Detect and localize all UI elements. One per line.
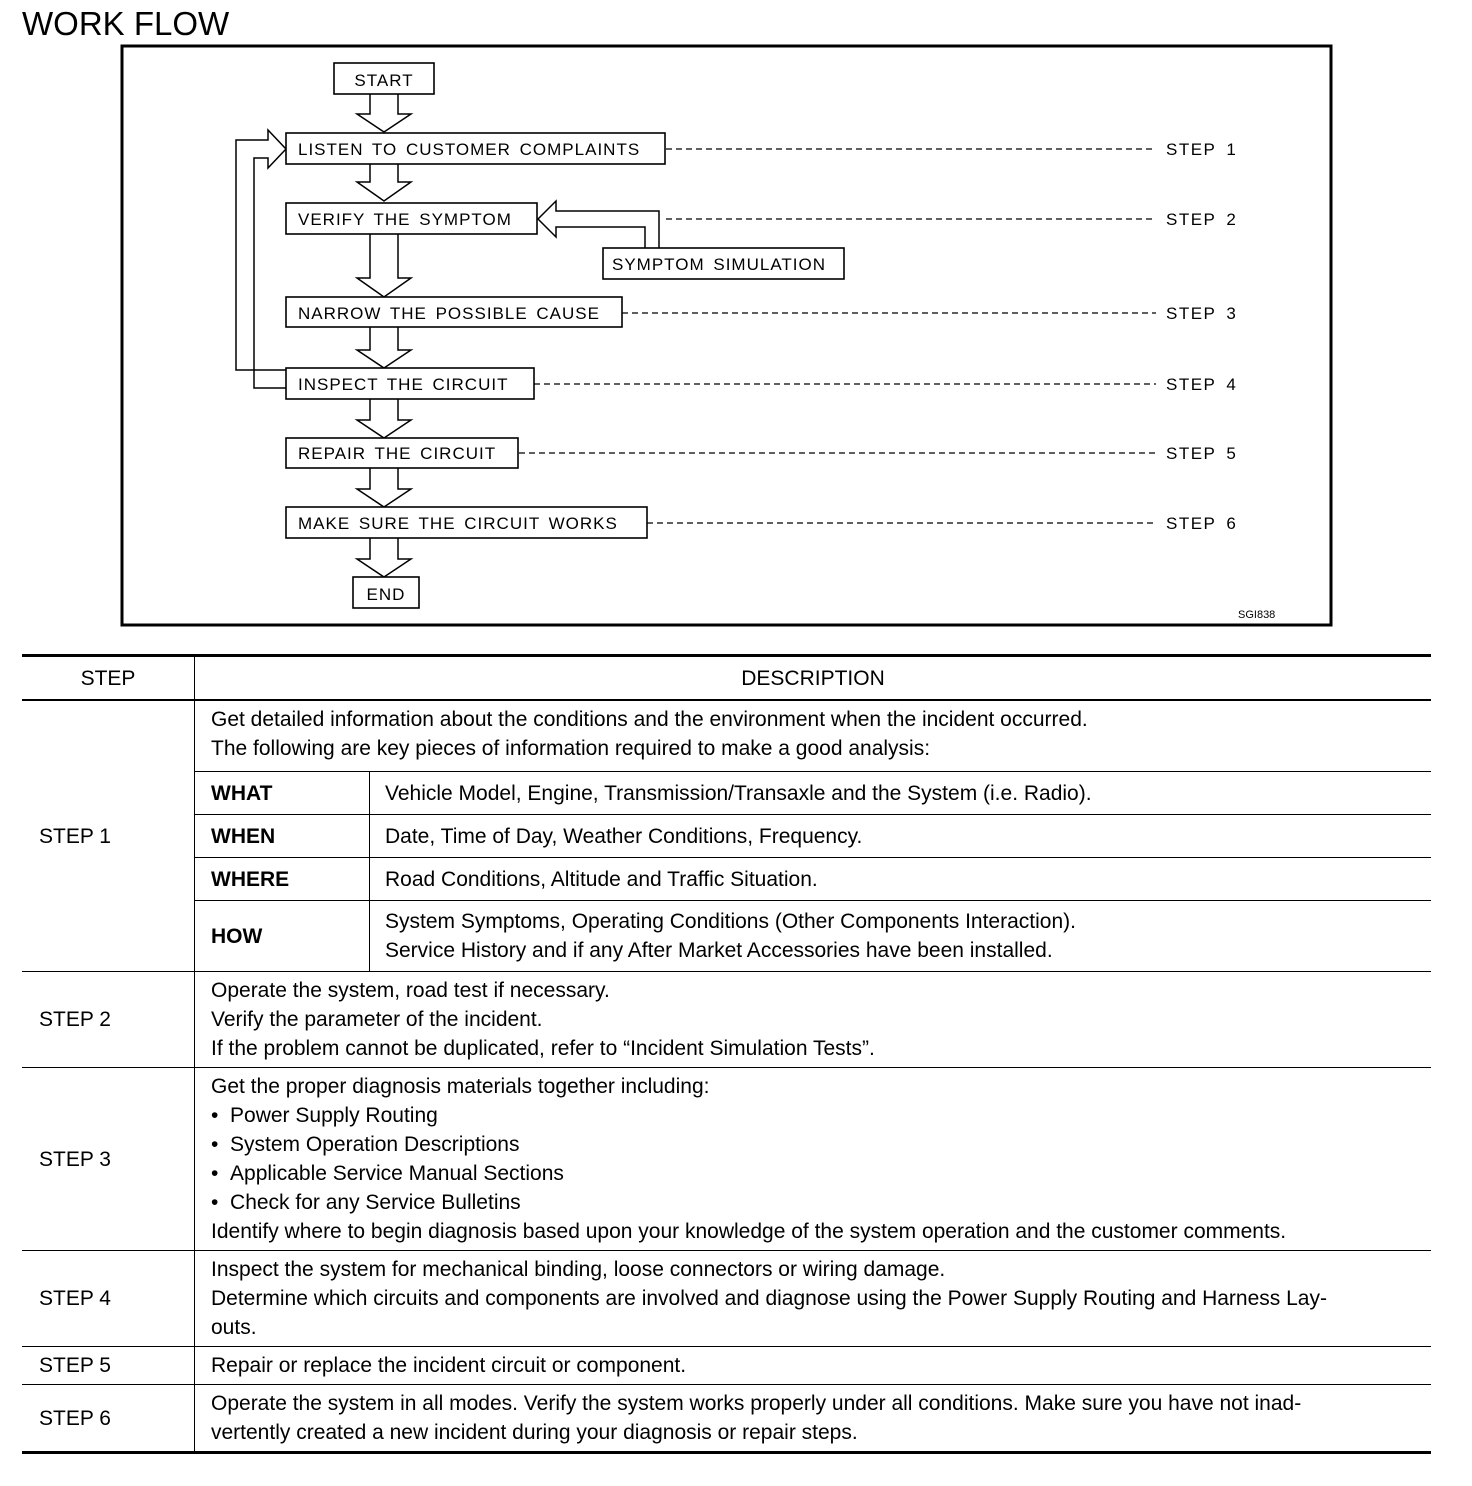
description-line: vertently created a new incident during your diagnosis or repair steps. [211,1421,858,1444]
step-cell: STEP 6 [22,1385,195,1453]
detail-value: System Symptoms, Operating Conditions (Other Components Interaction). [385,910,1076,933]
detail-key: HOW [195,901,370,972]
table-row [22,1385,1431,1453]
figure-id: SGI838 [1238,609,1276,621]
description-cell [195,1385,1432,1453]
loop-back-arrow [236,130,286,388]
step-box-3-label: NARROW THE POSSIBLE CAUSE [298,304,600,323]
description-cell [195,1068,1432,1251]
step-label: STEP 3 [1166,304,1238,323]
flow-arrow [357,399,411,438]
detail-row [195,901,1431,972]
detail-key: WHAT [195,772,370,815]
detail-value: Vehicle Model, Engine, Transmission/Transaxle and the System (i.e. Radio). [385,781,1092,805]
step-cell: STEP 3 [22,1068,195,1251]
step-label: STEP 6 [1166,514,1238,533]
flow-arrow [357,94,411,132]
description-line: The following are key pieces of information required to make a good analysis: [211,737,931,760]
flow-arrow [357,468,411,507]
description-line: Verify the parameter of the incident. [211,1008,543,1031]
description-cell [195,700,1432,972]
table-row [22,1068,1431,1251]
step-label: STEP 1 [1166,140,1238,159]
workflow-diagram [0,0,1472,640]
steps-table [22,654,1431,1454]
step-cell: STEP 2 [22,972,195,1068]
detail-key: WHERE [195,858,370,901]
bullet-item: • Applicable Service Manual Sections [211,1159,1421,1188]
step-cell: STEP 1 [22,700,195,972]
step-cell: STEP 4 [22,1251,195,1347]
step-box-4-label: INSPECT THE CIRCUIT [298,375,509,394]
description-cell [195,1347,1432,1385]
detail-value: Date, Time of Day, Weather Conditions, Frequency. [385,824,863,848]
flow-arrow [357,234,411,297]
bullet-item: • Check for any Service Bulletins [211,1188,1421,1217]
step-box-2-label: VERIFY THE SYMPTOM [298,210,512,229]
table-row [22,1347,1431,1385]
step-label: STEP 2 [1166,210,1238,229]
description-line: outs. [211,1316,257,1339]
header-step: STEP [22,656,195,701]
flow-arrow [357,538,411,577]
bullet-item: • Power Supply Routing [211,1101,1421,1130]
step-label: STEP 5 [1166,444,1238,463]
detail-value: Service History and if any After Market Accessories have been installed. [385,939,1053,962]
simulation-arrow [538,201,659,248]
description-line: Identify where to begin diagnosis based upon your knowledge of the system operation and the customer comments. [211,1220,1287,1243]
description-line: If the problem cannot be duplicated, refer to “Incident Simulation Tests”. [211,1037,875,1060]
detail-key: WHEN [195,815,370,858]
flow-arrow [357,164,411,201]
detail-row [195,858,1431,901]
page-title: WORK FLOW [22,5,230,42]
detail-value: Road Conditions, Altitude and Traffic Situation. [385,867,818,891]
description-line: Operate the system in all modes. Verify the system works properly under all conditions. Make sure you have not inad- [211,1392,1302,1415]
end-label: END [366,585,406,604]
description-line: Repair or replace the incident circuit or component. [211,1354,687,1377]
start-label: START [354,71,414,90]
header-description: DESCRIPTION [195,656,1432,701]
description-line: Get detailed information about the conditions and the environment when the incident occurred. [211,708,1088,731]
description-line: Get the proper diagnosis materials together including: [211,1075,710,1098]
step-box-6-label: MAKE SURE THE CIRCUIT WORKS [298,514,618,533]
step-label: STEP 4 [1166,375,1238,394]
step-box-5-label: REPAIR THE CIRCUIT [298,444,497,463]
detail-row [195,772,1431,815]
step-cell: STEP 5 [22,1347,195,1385]
table-row [22,1251,1431,1347]
symptom-simulation-label: SYMPTOM SIMULATION [612,255,827,274]
bullet-item: • System Operation Descriptions [211,1130,1421,1159]
description-line: Operate the system, road test if necessary. [211,979,610,1002]
flow-arrow [357,327,411,368]
details-table [195,771,1431,971]
description-cell [195,1251,1432,1347]
table-header-row [22,656,1431,701]
description-line: Determine which circuits and components are involved and diagnose using the Power Supply Routing and Harness Lay- [211,1287,1327,1310]
table-row [22,700,1431,972]
description-cell [195,972,1432,1068]
description-line: Inspect the system for mechanical binding, loose connectors or wiring damage. [211,1258,946,1281]
detail-row [195,815,1431,858]
step-box-1-label: LISTEN TO CUSTOMER COMPLAINTS [298,140,641,159]
table-row [22,972,1431,1068]
